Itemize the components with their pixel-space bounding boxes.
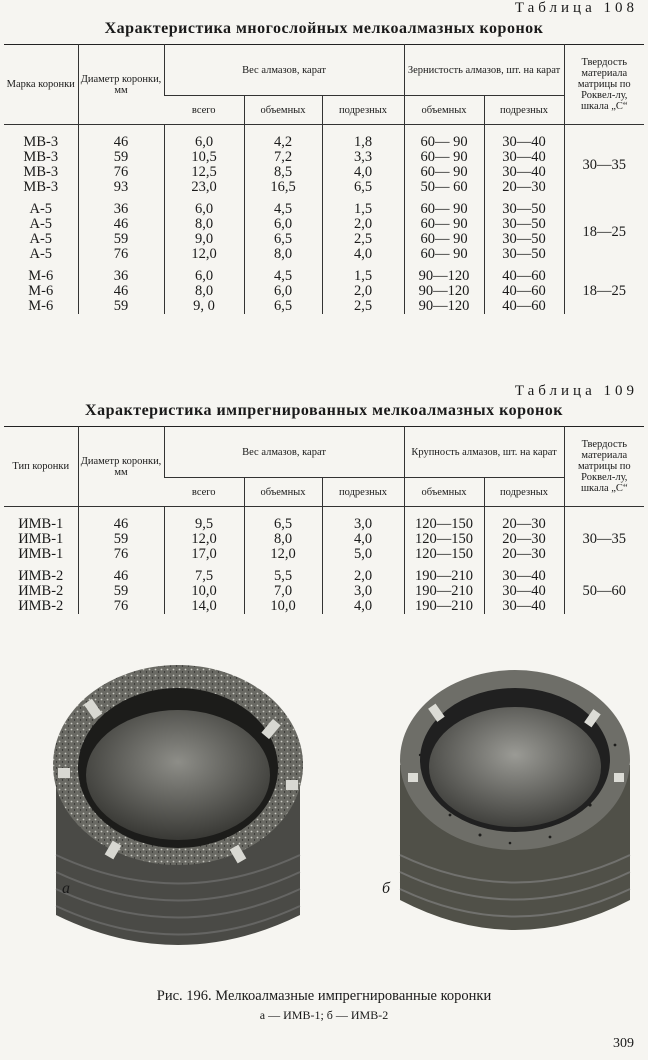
diameter-cell: 76 xyxy=(78,247,164,262)
diameter-cell: 46 xyxy=(78,217,164,232)
cutting-cell: 4,0 xyxy=(322,599,404,614)
hardness-cell: 18—25 xyxy=(564,195,644,262)
table-108 xyxy=(4,44,644,314)
mark-cell: А-5 xyxy=(29,231,53,247)
table-109-label: Таблица 109 xyxy=(514,383,638,399)
total-cell: 23,0 xyxy=(164,180,244,195)
cutting-cell: 4,0 xyxy=(322,532,404,547)
total-cell: 6,0 xyxy=(164,262,244,284)
total-cell: 8,0 xyxy=(164,284,244,299)
grain-cutting-cell: 40—60 xyxy=(484,262,564,284)
cutting-cell: 3,3 xyxy=(322,150,404,165)
grain-volume-cell: 190—210 xyxy=(404,584,484,599)
volume-cell: 12,0 xyxy=(244,547,322,562)
table-row xyxy=(4,299,644,314)
table-108-label: Таблица 108 xyxy=(514,0,638,16)
total-cell: 10,5 xyxy=(164,150,244,165)
mark-cell: А-5 xyxy=(29,201,53,217)
diameter-cell: 59 xyxy=(78,299,164,314)
grain-volume-cell: 60— 90 xyxy=(404,135,484,150)
header-hardness: Твердость материала матрицы по Роквел-лу, шкала „С“ xyxy=(564,427,644,507)
cutting-cell: 1,5 xyxy=(322,262,404,284)
cutting-cell: 4,0 xyxy=(322,247,404,262)
table-row xyxy=(4,135,644,150)
volume-cell: 6,5 xyxy=(244,232,322,247)
table-row xyxy=(4,217,644,232)
mark-cell: ИМВ-2 xyxy=(18,568,64,584)
header-grain-cutting: подрезных xyxy=(484,478,564,507)
volume-cell: 8,5 xyxy=(244,165,322,180)
header-grain-cutting: подрезных xyxy=(484,96,564,125)
diameter-cell: 76 xyxy=(78,547,164,562)
cutting-cell: 6,5 xyxy=(322,180,404,195)
table-row xyxy=(4,247,644,262)
grain-cutting-cell: 20—30 xyxy=(484,532,564,547)
total-cell: 6,0 xyxy=(164,135,244,150)
grain-volume-cell: 60— 90 xyxy=(404,150,484,165)
mark-cell: М-6 xyxy=(28,283,54,299)
figure-label-b: б xyxy=(382,880,391,897)
cutting-cell: 3,0 xyxy=(322,517,404,532)
volume-cell: 4,2 xyxy=(244,135,322,150)
table-row xyxy=(4,165,644,180)
mark-cell: М-6 xyxy=(28,268,54,284)
total-cell: 9, 0 xyxy=(164,299,244,314)
grain-cutting-cell: 30—50 xyxy=(484,195,564,217)
total-cell: 14,0 xyxy=(164,599,244,614)
cutting-cell: 1,5 xyxy=(322,195,404,217)
header-grain-group: Крупность алмазов, шт. на карат xyxy=(404,427,564,478)
table-row xyxy=(4,262,644,284)
mark-cell: МВ-3 xyxy=(23,164,59,180)
diameter-cell: 46 xyxy=(78,562,164,584)
header-total: всего xyxy=(164,96,244,125)
table-row xyxy=(4,195,644,217)
page-number: 309 xyxy=(613,1036,634,1051)
mark-cell: ИМВ-1 xyxy=(18,516,64,532)
mark-cell: А-5 xyxy=(29,246,53,262)
grain-volume-cell: 190—210 xyxy=(404,599,484,614)
grain-volume-cell: 60— 90 xyxy=(404,232,484,247)
volume-cell: 4,5 xyxy=(244,195,322,217)
diameter-cell: 59 xyxy=(78,584,164,599)
grain-volume-cell: 90—120 xyxy=(404,262,484,284)
header-weight-group: Вес алмазов, карат xyxy=(164,427,404,478)
table-row xyxy=(4,232,644,247)
grain-cutting-cell: 30—40 xyxy=(484,150,564,165)
header-total: всего xyxy=(164,478,244,507)
cutting-cell: 2,5 xyxy=(322,299,404,314)
header-weight-group: Вес алмазов, карат xyxy=(164,45,404,96)
volume-cell: 5,5 xyxy=(244,562,322,584)
table-109-title: Характеристика импрегнированных мелкоалмазных коронок xyxy=(85,402,563,419)
total-cell: 12,0 xyxy=(164,247,244,262)
mark-cell: МВ-3 xyxy=(23,179,59,195)
diameter-cell: 59 xyxy=(78,150,164,165)
header-grain-group: Зернистость алмазов, шт. на карат xyxy=(404,45,564,96)
grain-cutting-cell: 30—40 xyxy=(484,562,564,584)
header-grain-volume: объемных xyxy=(404,96,484,125)
grain-cutting-cell: 40—60 xyxy=(484,299,564,314)
mark-cell: М-6 xyxy=(28,298,54,314)
volume-cell: 8,0 xyxy=(244,247,322,262)
figure-caption: Рис. 196. Мелкоалмазные импрегнированные коронки xyxy=(156,988,492,1004)
grain-volume-cell: 60— 90 xyxy=(404,195,484,217)
total-cell: 8,0 xyxy=(164,217,244,232)
grain-cutting-cell: 30—50 xyxy=(484,247,564,262)
volume-cell: 4,5 xyxy=(244,262,322,284)
mark-cell: МВ-3 xyxy=(23,134,59,150)
grain-volume-cell: 90—120 xyxy=(404,284,484,299)
table-row xyxy=(4,584,644,599)
grain-cutting-cell: 30—50 xyxy=(484,217,564,232)
volume-cell: 7,2 xyxy=(244,150,322,165)
header-grain-volume: объемных xyxy=(404,478,484,507)
diameter-cell: 76 xyxy=(78,165,164,180)
grain-cutting-cell: 30—40 xyxy=(484,599,564,614)
mark-cell: А-5 xyxy=(29,216,53,232)
table-109-body xyxy=(4,507,644,615)
header-volume: объемных xyxy=(244,96,322,125)
grain-cutting-cell: 30—40 xyxy=(484,135,564,150)
cutting-cell: 4,0 xyxy=(322,165,404,180)
cutting-cell: 2,5 xyxy=(322,232,404,247)
volume-cell: 8,0 xyxy=(244,532,322,547)
total-cell: 7,5 xyxy=(164,562,244,584)
table-row xyxy=(4,562,644,584)
diameter-cell: 36 xyxy=(78,262,164,284)
grain-volume-cell: 120—150 xyxy=(404,532,484,547)
mark-cell: ИМВ-2 xyxy=(18,583,64,599)
header-cutting: подрезных xyxy=(322,478,404,507)
volume-cell: 7,0 xyxy=(244,584,322,599)
table-row xyxy=(4,284,644,299)
grain-cutting-cell: 20—30 xyxy=(484,517,564,532)
volume-cell: 6,0 xyxy=(244,217,322,232)
grain-cutting-cell: 20—30 xyxy=(484,547,564,562)
mark-cell: ИМВ-1 xyxy=(18,546,64,562)
total-cell: 10,0 xyxy=(164,584,244,599)
header-diameter: Диаметр коронки, мм xyxy=(78,427,164,507)
grain-volume-cell: 90—120 xyxy=(404,299,484,314)
total-cell: 9,5 xyxy=(164,517,244,532)
hardness-cell: 18—25 xyxy=(564,262,644,314)
grain-cutting-cell: 30—40 xyxy=(484,584,564,599)
hardness-cell: 30—35 xyxy=(564,517,644,562)
total-cell: 9,0 xyxy=(164,232,244,247)
hardness-cell: 30—35 xyxy=(564,135,644,195)
total-cell: 6,0 xyxy=(164,195,244,217)
table-row xyxy=(4,150,644,165)
table-row xyxy=(4,180,644,195)
diameter-cell: 76 xyxy=(78,599,164,614)
table-row xyxy=(4,599,644,614)
total-cell: 12,0 xyxy=(164,532,244,547)
volume-cell: 6,5 xyxy=(244,517,322,532)
header-volume: объемных xyxy=(244,478,322,507)
table-108-title: Характеристика многослойных мелкоалмазных коронок xyxy=(104,20,544,37)
total-cell: 12,5 xyxy=(164,165,244,180)
grain-cutting-cell: 30—50 xyxy=(484,232,564,247)
grain-volume-cell: 60— 90 xyxy=(404,165,484,180)
diameter-cell: 59 xyxy=(78,532,164,547)
cutting-cell: 2,0 xyxy=(322,217,404,232)
cutting-cell: 2,0 xyxy=(322,284,404,299)
figure-label-a: а xyxy=(62,880,70,897)
grain-volume-cell: 50— 60 xyxy=(404,180,484,195)
header-mark: Марка коронки xyxy=(4,45,78,125)
diameter-cell: 36 xyxy=(78,195,164,217)
volume-cell: 6,5 xyxy=(244,299,322,314)
volume-cell: 16,5 xyxy=(244,180,322,195)
mark-cell: ИМВ-1 xyxy=(18,531,64,547)
header-diameter: Диаметр коронки, мм xyxy=(78,45,164,125)
core-bit-photo-b xyxy=(390,665,640,960)
grain-cutting-cell: 20—30 xyxy=(484,180,564,195)
diameter-cell: 46 xyxy=(78,517,164,532)
table-row xyxy=(4,532,644,547)
header-hardness: Твердость материала матрицы по Роквел-лу, шкала „С“ xyxy=(564,45,644,125)
header-cutting: подрезных xyxy=(322,96,404,125)
header-type: Тип коронки xyxy=(4,427,78,507)
volume-cell: 10,0 xyxy=(244,599,322,614)
grain-volume-cell: 60— 90 xyxy=(404,247,484,262)
diameter-cell: 46 xyxy=(78,135,164,150)
grain-volume-cell: 60— 90 xyxy=(404,217,484,232)
grain-cutting-cell: 40—60 xyxy=(484,284,564,299)
table-109 xyxy=(4,426,644,614)
hardness-cell: 50—60 xyxy=(564,562,644,614)
core-bit-photo-a xyxy=(28,650,328,975)
diameter-cell: 59 xyxy=(78,232,164,247)
total-cell: 17,0 xyxy=(164,547,244,562)
table-108-body xyxy=(4,125,644,315)
grain-volume-cell: 120—150 xyxy=(404,547,484,562)
cutting-cell: 5,0 xyxy=(322,547,404,562)
table-row xyxy=(4,517,644,532)
cutting-cell: 3,0 xyxy=(322,584,404,599)
cutting-cell: 1,8 xyxy=(322,135,404,150)
grain-volume-cell: 190—210 xyxy=(404,562,484,584)
diameter-cell: 46 xyxy=(78,284,164,299)
cutting-cell: 2,0 xyxy=(322,562,404,584)
diameter-cell: 93 xyxy=(78,180,164,195)
grain-volume-cell: 120—150 xyxy=(404,517,484,532)
grain-cutting-cell: 30—40 xyxy=(484,165,564,180)
table-row xyxy=(4,547,644,562)
mark-cell: МВ-3 xyxy=(23,149,59,165)
volume-cell: 6,0 xyxy=(244,284,322,299)
figure-subcaption: а — ИМВ-1; б — ИМВ-2 xyxy=(259,1008,389,1022)
mark-cell: ИМВ-2 xyxy=(18,598,64,614)
